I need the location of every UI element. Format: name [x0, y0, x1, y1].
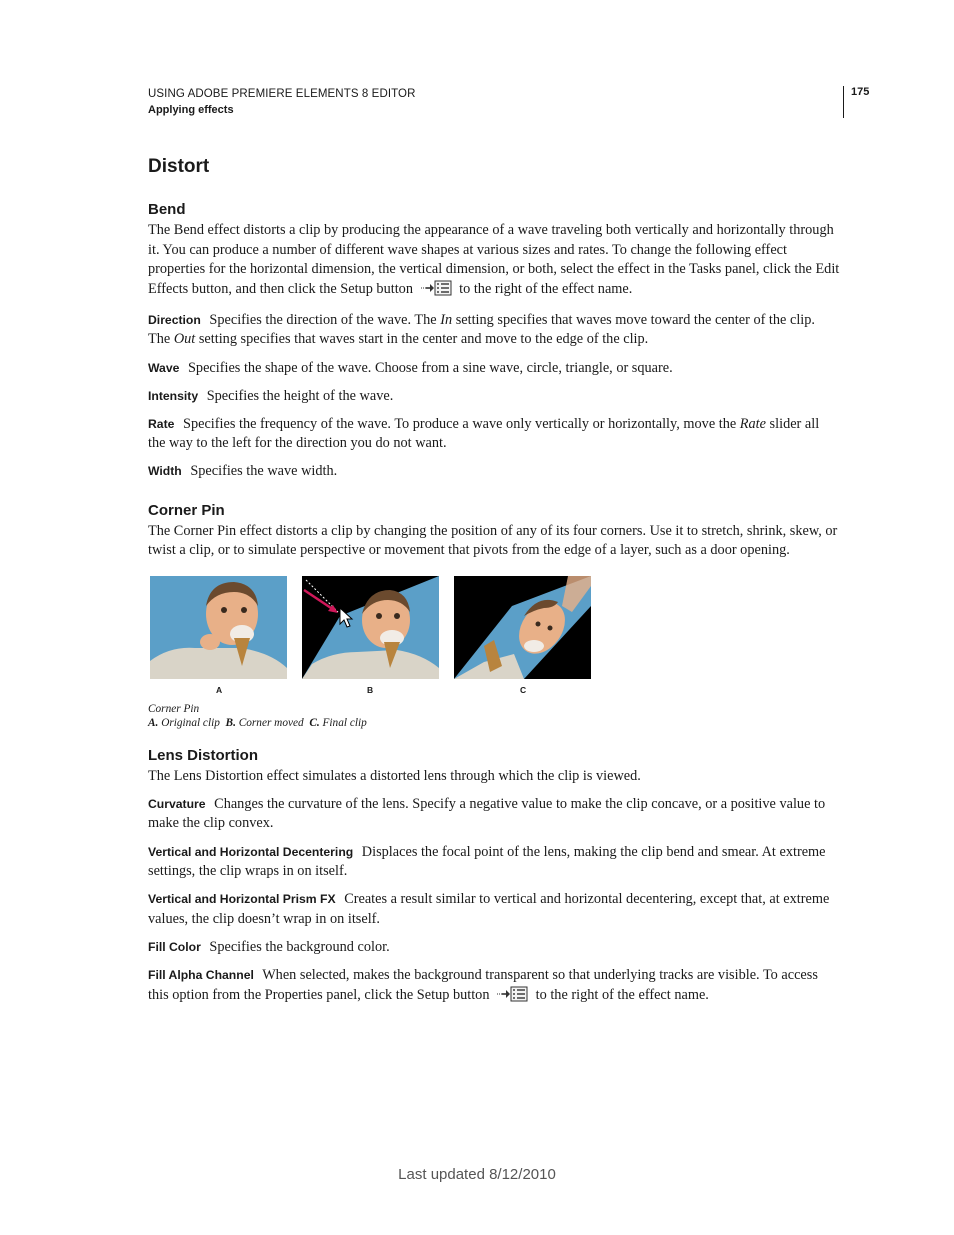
direction-def: Direction Specifies the direction of the wave. The In setting specifies that waves move toward the center of the clip. The Out setting specifies that waves start in the center and move to the edge of the clip. [148, 311, 815, 348]
lens-distortion-heading: Lens Distortion [148, 746, 259, 764]
page-content [148, 156, 840, 1017]
bend-intro: The Bend effect distorts a clip by producing the appearance of a wave traveling both vertically and horizontally through it. You can produce a number of different wave shapes at various sizes and rates. To change the following effect properties for the horizontal dimension, the vertical dimension, or both, select the effect in the Tasks panel, click the Edit Effects button, and then click the Setup button to the right of the effect name. [148, 221, 840, 302]
setup-button-icon [496, 986, 528, 1009]
fill-color-def: Fill Color Specifies the background color. [148, 938, 390, 955]
figure-label-c: C [520, 684, 527, 695]
corner-pin-heading: Corner Pin [148, 501, 225, 519]
corner-pin-figures [148, 576, 840, 702]
chapter-title: Applying effects [148, 104, 234, 116]
prism-def: Vertical and Horizontal Prism FX Creates a result similar to vertical and horizontal decentering, except that, at extreme values, the clip doesn’t wrap in on itself. [148, 891, 830, 927]
lens-intro: The Lens Distortion effect simulates a distorted lens through which the clip is viewed. [148, 767, 641, 784]
width-def: Width Specifies the wave width. [148, 463, 338, 480]
figure-label-b: B [367, 684, 374, 695]
rate-def: Rate Specifies the frequency of the wave. To produce a wave only vertically or horizontally, move the Rate slider all the way to the left for the direction you do not want. [148, 415, 820, 452]
page-number: 175 [851, 86, 870, 98]
intensity-def: Intensity Specifies the height of the wave. [148, 387, 394, 404]
decentering-def: Vertical and Horizontal Decentering Displaces the focal point of the lens, making the clip bend and smear. At extreme settings, the clip wraps in on itself. [148, 843, 826, 880]
wave-def: Wave Specifies the shape of the wave. Choose from a sine wave, circle, triangle, or square. [148, 359, 673, 376]
setup-button-icon [420, 280, 452, 303]
footer-last-updated: Last updated 8/12/2010 [398, 1166, 556, 1183]
header-divider [843, 86, 844, 118]
curvature-def: Curvature Changes the curvature of the lens. Specify a negative value to make the clip concave, or a positive value to make the clip convex. [148, 795, 826, 832]
figure-original-clip [150, 576, 287, 679]
fill-alpha-def: Fill Alpha Channel When selected, makes the background transparent so that underlying tracks are visible. To access this option from the Properties panel, click the Setup button to the right of the effect name. [148, 966, 840, 1008]
bend-heading: Bend [148, 201, 186, 218]
section-title: Distort [148, 156, 210, 177]
figure-label-a: A [216, 684, 223, 695]
figure-corner-moved [302, 576, 439, 679]
corner-pin-intro: The Corner Pin effect distorts a clip by changing the position of any of its four corners. Use it to stretch, shrink, skew, or twist a clip, or to simulate perspective or movement that pivots from the edge of a layer, such as a door opening. [148, 522, 838, 559]
figure-caption: Corner Pin A. Original clip B. Corner moved C. Final clip [148, 702, 367, 729]
figure-final-clip [454, 576, 591, 679]
book-title: USING ADOBE PREMIERE ELEMENTS 8 EDITOR [148, 88, 416, 100]
